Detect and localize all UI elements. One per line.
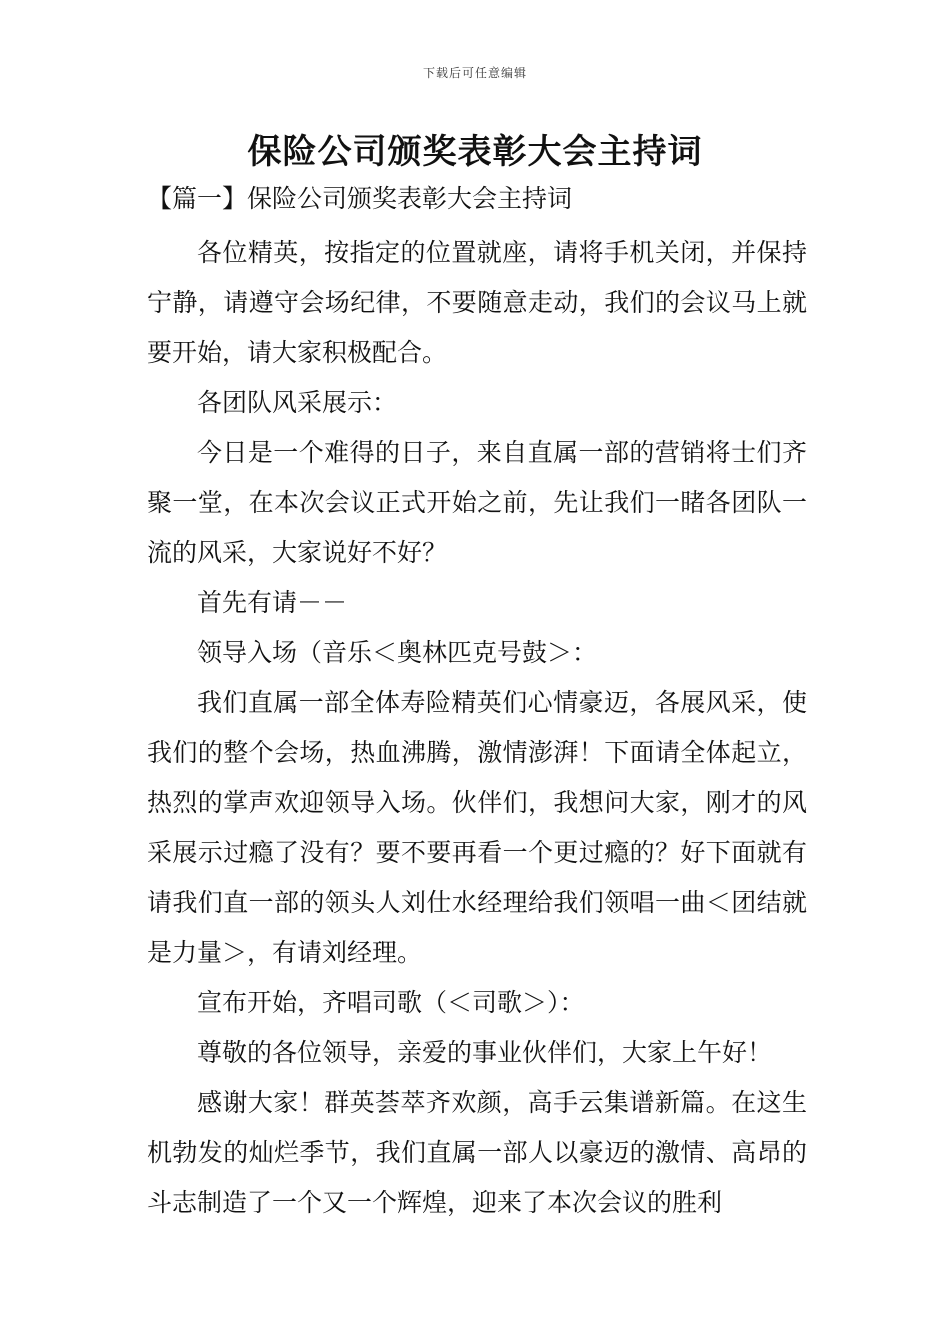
paragraph: 尊敬的各位领导，亲爱的事业伙伴们，大家上午好！	[197, 1038, 773, 1067]
section-heading: 【篇一】保险公司颁奖表彰大会主持词	[147, 184, 573, 213]
document-body	[147, 228, 807, 1228]
paragraph: 各团队风采展示：	[197, 388, 398, 417]
paragraph: 各位精英，按指定的位置就座，请将手机关闭，并保持宁静，请遵守会场纪律，不要随意走动，我们的会议马上就要开始，请大家积极配合。	[147, 238, 807, 367]
header-note: 下载后可任意编辑	[422, 66, 527, 80]
paragraph: 首先有请－－	[197, 588, 348, 617]
paragraph: 宣布开始，齐唱司歌（＜司歌＞）：	[197, 988, 585, 1017]
paragraph: 我们直属一部全体寿险精英们心情豪迈，各展风采，使我们的整个会场，热血沸腾，激情澎湃！下面请全体起立，热烈的掌声欢迎领导入场。伙伴们，我想问大家，刚才的风采展示过瘾了没有？要不要再看一个更过瘾的？好下面就有请我们直一部的领头人刘仕水经理给我们领唱一曲＜团结就是力量＞，有请刘经理。	[147, 688, 807, 967]
paragraph: 领导入场（音乐＜奥林匹克号鼓＞：	[197, 638, 598, 667]
document-title: 保险公司颁奖表彰大会主持词	[247, 132, 703, 172]
paragraph: 今日是一个难得的日子，来自直属一部的营销将士们齐聚一堂，在本次会议正式开始之前，先让我们一睹各团队一流的风采，大家说好不好？	[147, 438, 807, 567]
paragraph: 感谢大家！群英荟萃齐欢颜，高手云集谱新篇。在这生机勃发的灿烂季节，我们直属一部人以豪迈的激情、高昂的斗志制造了一个又一个辉煌，迎来了本次会议的胜利	[147, 1088, 807, 1217]
